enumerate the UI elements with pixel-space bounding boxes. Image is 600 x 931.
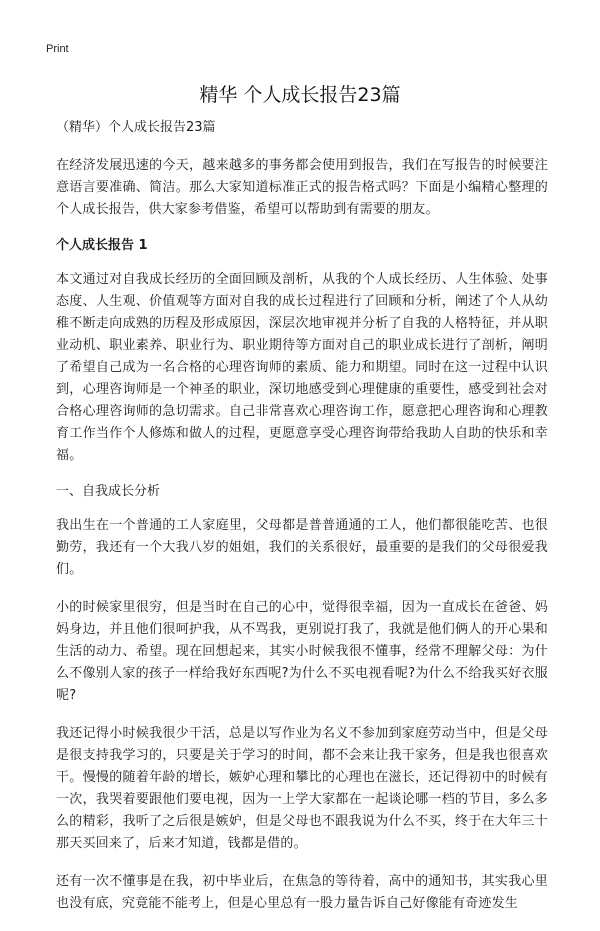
document-subtitle: （精华）个人成长报告23篇: [56, 120, 216, 135]
paragraph-5: 还有一次不懂事是在我，初中毕业后，在焦急的等待着，高中的通知书，其实我心里也没有底，究竟能不能考上，但是心里总有一股力量告诉自己好像能有奇迹发生: [56, 874, 548, 911]
print-link[interactable]: Print: [46, 43, 69, 55]
page-title: 精华 个人成长报告23篇: [199, 84, 401, 106]
document-body: [56, 119, 548, 931]
subheading-self-growth: 一、自我成长分析: [56, 484, 161, 499]
paragraph-4: 我还记得小时候我很少干活，总是以写作业为名义不参加到家庭劳动当中，但是父母是很支持我学习的，只要是关于学习的时间，都不会来让我干家务，但是我也很喜欢干。慢慢的随着年龄的增长，嫉妒心理和攀比的心理也在滋长，还记得初中的时候有一次，我哭着要跟他们要电视，因为一上学大家都在一起谈论哪一档的节目，多么多么的精彩，我听了之后很是嫉妒，但是父母也不跟我说为什么不买，终于在大年三十那天买回来了，后来才知道，钱都是借的。: [56, 726, 548, 851]
section-title: 个人成长报告 1: [56, 238, 148, 253]
paragraph-2: 我出生在一个普通的工人家庭里，父母都是普普通通的工人，他们都很能吃苦、也很勤劳，我还有一个大我八岁的姐姐，我们的关系很好，最重要的是我们的父母很爱我们。: [56, 518, 548, 577]
paragraph-3: 小的时候家里很穷，但是当时在自己的心中，觉得很幸福，因为一直成长在爸爸、妈妈身边，并且他们很呵护我，从不骂我，更别说打我了，我就是他们俩人的开心果和生活的动力、希望。现在回想起来，其实小时候我很不懂事，经常不理解父母：为什么不像别人家的孩子一样给我好东西呢?为什么不买电视看呢?为什么不给我买好衣服呢?: [56, 600, 548, 703]
intro-paragraph: 在经济发展迅速的今天，越来越多的事务都会使用到报告，我们在写报告的时候要注意语言要准确、简洁。那么大家知道标准正式的报告格式吗？下面是小编精心整理的个人成长报告，供大家参考借鉴，希望可以帮助到有需要的朋友。: [56, 158, 548, 217]
paragraph-1: 本文通过对自我成长经历的全面回顾及剖析，从我的个人成长经历、人生体验、处事态度、人生观、价值观等方面对自我的成长过程进行了回顾和分析，阐述了个人从幼稚不断走向成熟的历程及形成原因，深层次地审视并分析了自我的人格特征，并从职业动机、职业素养、职业行为、职业期待等方面对自己的职业成长进行了剖析，阐明了希望自己成为一名合格的心理咨询师的素质、能力和期望。同时在这一过程中认识到，心理咨询师是一个神圣的职业，深切地感受到心理健康的重要性，感受到社会对合格心理咨询师的急切需求。自己非常喜欢心理咨询工作，愿意把心理咨询和心理教育工作当作个人修炼和做人的过程，更愿意享受心理咨询带给我助人自助的快乐和幸福。: [56, 272, 548, 463]
